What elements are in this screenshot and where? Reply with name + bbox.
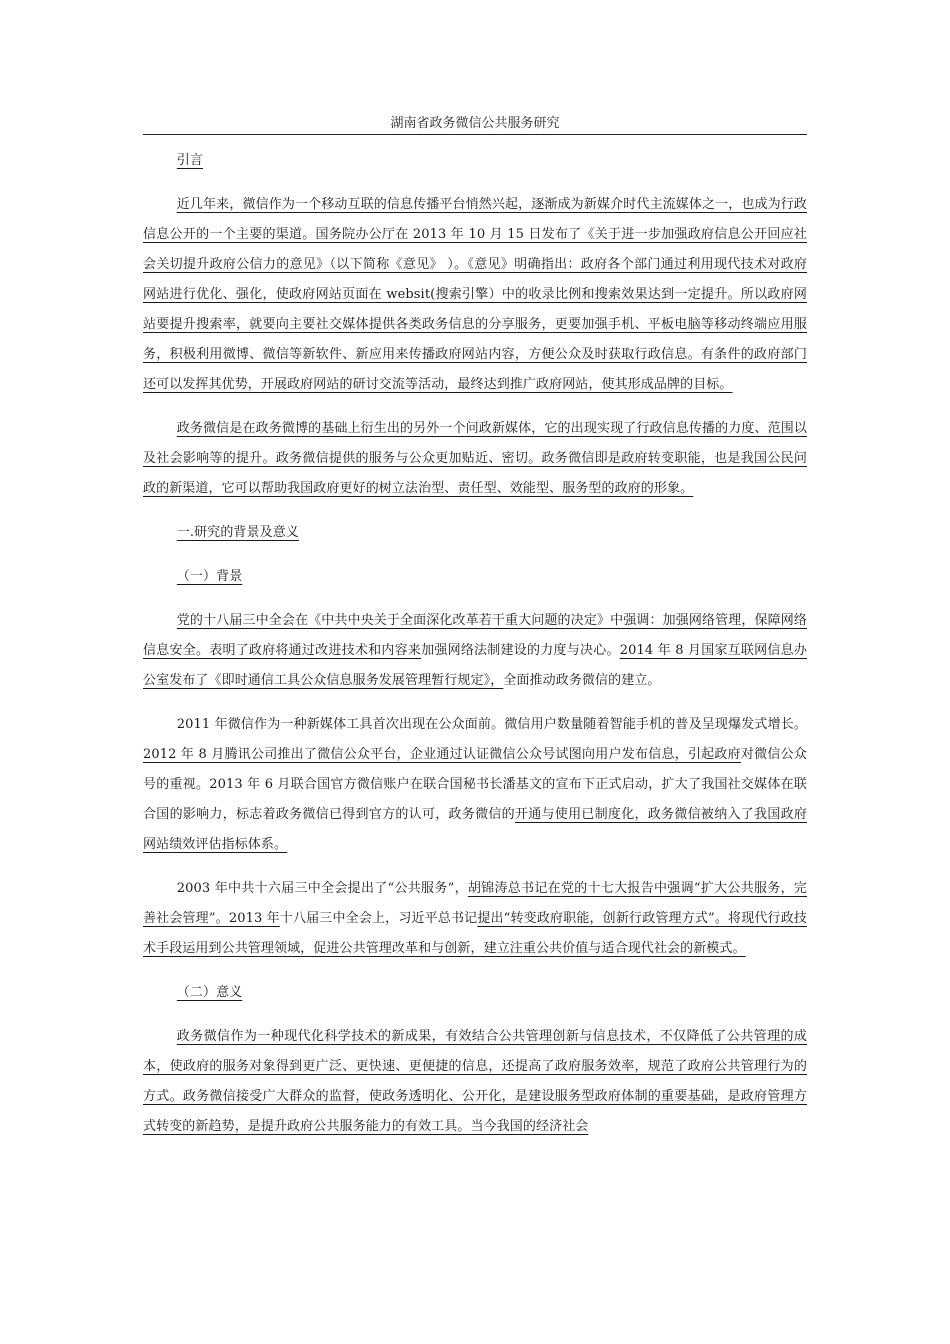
- paragraph-3: 党的十八届三中全会在《中共中央关于全面深化改革若干重大问题的决定》中强调：加强网络管理，保障网络信息安全。表明了政府将通过改进技术和内容来加强网络法制建设的力度与决心。2014 年 8 月国家互联网信息办公室发布了《即时通信工具公众信息服务发展管理暂行规定》，全面推动政务微信的建立。: [143, 613, 807, 688]
- paragraph-1: 近几年来，微信作为一个移动互联的信息传播平台悄然兴起，逐渐成为新媒介时代主流媒体之一，也成为行政信息公开的一个主要的渠道。国务院办公厅在 2013 年 10 月 15 日发布了《关于进一步加强政府信息公开回应社会关切提升政府公信力的意见》（以下简称《意见》 ）。《意见》明确指出：政府各个部门通过利用现代技术对政府网站进行优化、强化，使政府网站页面在 websit(搜索引擎）中的收录比例和搜索效果达到一定提升。所以政府网站要提升搜索率，就要向主要社交媒体提供各类政务信息的分享服务，更要加强手机、平板电脑等移动终端应用服务，积极利用微博、微信等新软件、新应用来传播政府网站内容，方便公众及时获取行政信息。有条件的政府部门还可以发挥其优势，开展政府网站的研讨交流等活动，最终达到推广政府网站，使其形成品牌的目标。: [143, 197, 807, 392]
- paragraph-5: 2003 年中共十六届三中全会提出了“公共服务”，胡锦涛总书记在党的十七大报告中强调“扩大公共服务，完善社会管理”。2013 年十八届三中全会上，习近平总书记提出“转变政府职能，创新行政管理方式”。将现代行政技术手段运用到公共管理领域，促进公共管理改革和与创新，建立注重公共价值与适合现代社会的新模式。: [143, 881, 807, 956]
- running-header: [143, 116, 807, 135]
- subsection-heading-background: （一）背景: [176, 569, 243, 584]
- header-title: 湖南省政务微信公共服务研究: [390, 116, 560, 131]
- document-body: [143, 146, 807, 1142]
- paragraph-4: 2011 年微信作为一种新媒体工具首次出现在公众面前。微信用户数量随着智能手机的普及呈现爆发式增长。2012 年 8 月腾讯公司推出了微信公众平台，企业通过认证微信公众号试图向用户发布信息，引起政府对微信公众号的重视。2013 年 6 月联合国官方微信账户在联合国秘书长潘基文的宣布下正式启动，扩大了我国社交媒体在联合国的影响力，标志着政务微信已得到官方的认可，政务微信的开通与使用已制度化，政务微信被纳入了我国政府网站绩效评估指标体系。: [143, 717, 807, 852]
- intro-heading: 引言: [176, 153, 203, 168]
- section-heading-1: 一.研究的背景及意义: [176, 525, 299, 540]
- paragraph-2: 政务微信是在政务微博的基础上衍生出的另外一个问政新媒体，它的出现实现了行政信息传播的力度、范围以及社会影响等的提升。政务微信提供的服务与公众更加贴近、密切。政务微信即是政府转变职能，也是我国公民问政的新渠道，它可以帮助我国政府更好的树立法治型、责任型、效能型、服务型的政府的形象。: [143, 421, 807, 496]
- paragraph-6: 政务微信作为一种现代化科学技术的新成果，有效结合公共管理创新与信息技术，不仅降低了公共管理的成本，使政府的服务对象得到更广泛、更快速、更便捷的信息，还提高了政府服务效率，规范了政府公共管理行为的方式。政务微信接受广大群众的监督，使政务透明化、公开化，是建设服务型政府体制的重要基础，是政府管理方式转变的新趋势，是提升政府公共服务能力的有效工具。当今我国的经济社会: [143, 1029, 807, 1134]
- subsection-heading-significance: （二）意义: [176, 985, 243, 1000]
